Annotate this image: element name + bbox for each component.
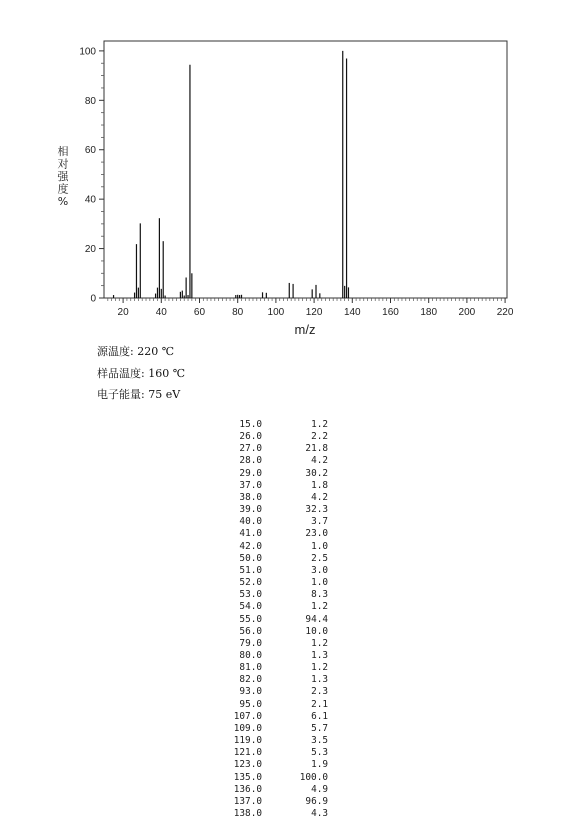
peak-table-row	[228, 772, 328, 784]
x-tick-label-120: 120	[305, 307, 323, 318]
peak-mz: 52.0	[239, 577, 262, 589]
peak-mz: 53.0	[239, 589, 262, 601]
y-tick-label-100: 100	[79, 46, 96, 58]
y-axis-label-char: %	[57, 195, 69, 208]
peak-abundance: 21.8	[305, 443, 328, 455]
peak-abundance: 94.4	[305, 613, 328, 625]
peak-table-row	[228, 650, 328, 662]
peak-table-row	[228, 419, 328, 431]
peak-table-row	[228, 431, 328, 443]
peak-abundance: 2.2	[311, 431, 328, 443]
peak-abundance: 5.3	[311, 747, 328, 759]
peak-abundance: 1.2	[311, 662, 328, 674]
peak-abundance: 6.1	[311, 710, 328, 722]
peak-mz: 56.0	[239, 625, 262, 637]
peak-abundance: 1.8	[311, 479, 328, 491]
peak-mz: 95.0	[239, 698, 262, 710]
peak-table-row	[228, 796, 328, 808]
peak-table-row	[228, 662, 328, 674]
peak-mz: 15.0	[239, 419, 262, 430]
peak-abundance: 2.5	[311, 552, 328, 564]
peak-table-row	[228, 686, 328, 698]
peak-mz: 136.0	[233, 783, 262, 795]
peak-table-row	[228, 784, 328, 796]
peak-mz: 28.0	[239, 455, 262, 467]
peak-abundance: 10.0	[305, 625, 328, 637]
peak-mz: 38.0	[239, 491, 262, 503]
peak-abundance: 8.3	[311, 589, 328, 601]
x-tick-label-160: 160	[382, 307, 399, 318]
peak-table-row	[228, 711, 328, 723]
peak-table-row	[228, 443, 328, 455]
peak-mz: 29.0	[239, 467, 262, 479]
peak-table-row	[228, 759, 328, 771]
peak-mz: 39.0	[239, 504, 262, 516]
peak-mz: 121.0	[233, 747, 262, 759]
peak-mz: 81.0	[239, 662, 262, 674]
y-axis-ticks	[79, 46, 104, 304]
peak-mz: 135.0	[233, 771, 262, 783]
y-tick-label-0: 0	[90, 293, 96, 305]
peak-table-row	[228, 626, 328, 638]
y-axis-label-char: 度	[57, 182, 69, 196]
peak-table-row	[228, 528, 328, 540]
peak-mz: 41.0	[239, 528, 262, 540]
peak-table-row	[228, 614, 328, 626]
peak-mz: 138.0	[233, 808, 262, 819]
x-tick-label-140: 140	[343, 307, 361, 318]
spectrum-peaks	[114, 51, 349, 298]
peak-table-row	[228, 601, 328, 613]
peak-table-row	[228, 699, 328, 711]
peak-abundance: 30.2	[305, 467, 328, 479]
peak-abundance: 4.2	[311, 491, 328, 503]
peak-table-row	[228, 638, 328, 650]
peak-mz: 109.0	[233, 722, 262, 734]
peak-table-row	[228, 504, 328, 516]
peak-mz: 27.0	[239, 443, 262, 455]
x-tick-label-200: 200	[458, 307, 476, 318]
x-axis-ticks	[118, 298, 514, 318]
peak-abundance: 4.3	[311, 808, 328, 819]
y-tick-label-20: 20	[84, 244, 96, 256]
x-tick-label-180: 180	[420, 307, 438, 318]
peak-mz: 82.0	[239, 674, 262, 686]
y-axis-label-char: 相	[57, 145, 69, 158]
sample-temperature: 样品温度: 160 ℃	[97, 367, 185, 380]
peak-mz: 119.0	[233, 735, 262, 747]
peak-table-row	[228, 674, 328, 686]
peak-mz: 80.0	[239, 649, 262, 661]
peak-abundance: 1.0	[311, 577, 328, 589]
peak-abundance: 23.0	[305, 528, 328, 540]
peak-table-row	[228, 589, 328, 601]
peak-table-row	[228, 723, 328, 735]
peak-mz: 37.0	[239, 479, 262, 491]
peak-mz: 137.0	[233, 795, 262, 807]
source-temperature: 源温度: 220 ℃	[97, 345, 174, 358]
peak-mz: 107.0	[233, 710, 262, 722]
peak-table-row	[228, 808, 328, 820]
peak-table-row	[228, 455, 328, 467]
peak-abundance: 1.3	[311, 674, 328, 686]
peak-mz: 93.0	[239, 686, 262, 698]
peak-table-row	[228, 577, 328, 589]
peak-abundance: 1.2	[311, 637, 328, 649]
peak-mz: 40.0	[239, 516, 262, 528]
peak-table-row	[228, 565, 328, 577]
x-tick-label-20: 20	[117, 307, 129, 318]
peak-abundance: 3.5	[311, 735, 328, 747]
mass-spectrum-chart	[0, 0, 570, 345]
peak-mz: 79.0	[239, 637, 262, 649]
x-axis-label: m/z	[294, 322, 316, 337]
peak-abundance: 96.9	[305, 795, 328, 807]
peak-abundance: 3.7	[311, 516, 328, 528]
x-tick-label-40: 40	[155, 307, 167, 318]
electron-energy: 电子能量: 75 eV	[97, 388, 181, 401]
peak-table-row	[228, 468, 328, 480]
y-tick-label-60: 60	[84, 145, 96, 157]
peak-table-row	[228, 480, 328, 492]
peak-table-row	[228, 553, 328, 565]
peak-abundance: 2.1	[311, 698, 328, 710]
peak-abundance: 3.0	[311, 564, 328, 576]
peak-abundance: 2.3	[311, 686, 328, 698]
peak-table	[228, 419, 328, 820]
peak-abundance: 1.2	[311, 601, 328, 613]
peak-table-row	[228, 747, 328, 759]
peak-mz: 50.0	[239, 552, 262, 564]
peak-mz: 123.0	[233, 759, 262, 771]
plot-frame	[104, 41, 507, 298]
peak-table-row	[228, 735, 328, 747]
peak-mz: 51.0	[239, 564, 262, 576]
peak-mz: 42.0	[239, 540, 262, 552]
x-tick-label-100: 100	[267, 307, 285, 318]
peak-mz: 54.0	[239, 601, 262, 613]
y-tick-label-40: 40	[84, 194, 96, 206]
y-tick-label-80: 80	[84, 95, 96, 107]
x-tick-label-80: 80	[232, 307, 244, 318]
peak-abundance: 1.2	[311, 419, 328, 430]
peak-table-row	[228, 541, 328, 553]
peak-mz: 55.0	[239, 613, 262, 625]
x-tick-label-220: 220	[496, 307, 514, 318]
peak-abundance: 100.0	[299, 771, 328, 783]
y-axis-label	[58, 144, 70, 208]
x-tick-label-60: 60	[193, 307, 206, 318]
y-axis-label-char: 强	[57, 170, 69, 183]
peak-abundance: 4.9	[311, 783, 328, 795]
peak-abundance: 1.3	[311, 649, 328, 661]
peak-table-row	[228, 516, 328, 528]
peak-abundance: 4.2	[311, 455, 328, 467]
peak-table-row	[228, 492, 328, 504]
y-axis-label-char: 对	[57, 157, 69, 171]
peak-abundance: 5.7	[311, 722, 328, 734]
peak-mz: 26.0	[239, 431, 262, 443]
peak-abundance: 32.3	[305, 504, 328, 516]
peak-abundance: 1.9	[311, 759, 328, 771]
peak-abundance: 1.0	[311, 540, 328, 552]
